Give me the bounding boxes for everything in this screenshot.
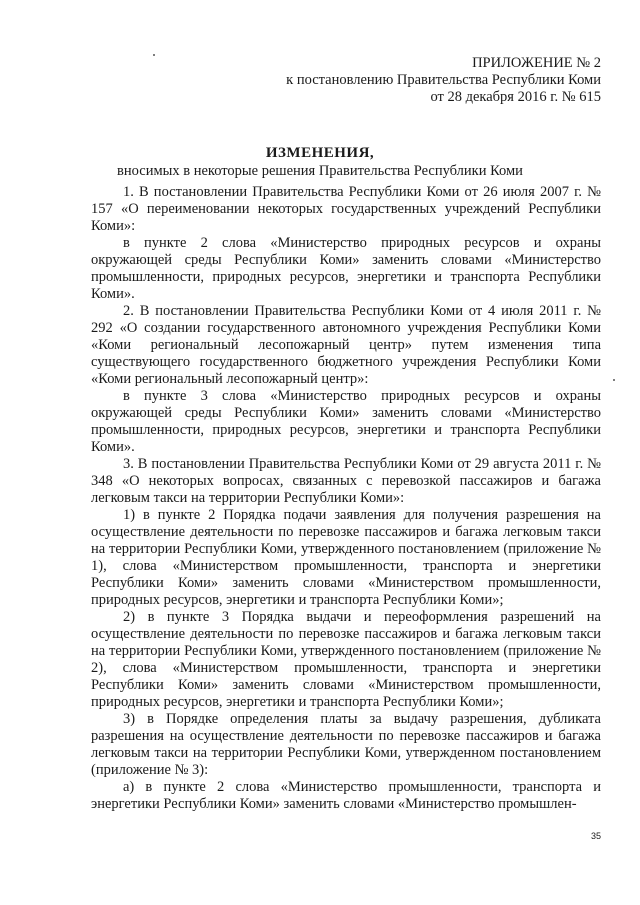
paragraph: 3) в Порядке определения платы за выдачу разрешения, дубликата разрешения на осуществление деятельности по перевозке пассажиров и багажа легковым такси на территории Республики Коми, утвержденном постановлением (приложение № 3): xyxy=(91,711,601,778)
paragraph: 2. В постановлении Правительства Республики Коми от 4 июля 2011 г. № 292 «О создании государственного автономного учреждения Республики Коми «Коми региональный лесопожарный центр» путем изменения типа существующего государственного бюджетного учреждения Республики Коми «Коми региональный лесопожарный центр»: xyxy=(91,303,601,387)
scan-speck xyxy=(613,379,615,381)
document-subtitle: вносимых в некоторые решения Правительства Республики Коми xyxy=(117,163,523,179)
scan-speck xyxy=(153,54,155,56)
appendix-header xyxy=(286,55,601,106)
page-number: 35 xyxy=(590,831,601,841)
paragraph: в пункте 2 слова «Министерство природных ресурсов и охраны окружающей среды Республики Коми» заменить словами «Министерство промышленности, природных ресурсов, энергетики и транспорта Республики Коми». xyxy=(91,235,601,302)
document-heading xyxy=(0,144,640,180)
paragraph: в пункте 3 слова «Министерство природных ресурсов и охраны окружающей среды Республики Коми» заменить словами «Министерство промышленности, природных ресурсов, энергетики и транспорта Республики Коми». xyxy=(91,388,601,455)
paragraph: 2) в пункте 3 Порядка выдачи и переоформления разрешений на осуществление деятельности по перевозке пассажиров и багажа легковым такси на территории Республики Коми, утвержденного постановлением (приложение № 2), слова «Министерством промышленности, транспорта и энергетики Республики Коми» заменить словами «Министерством промышленности, природных ресурсов, энергетики и транспорта Республики Коми»; xyxy=(91,609,601,710)
paragraph: 1. В постановлении Правительства Республики Коми от 26 июля 2007 г. № 157 «О переименовании некоторых государственных учреждений Республики Коми»: xyxy=(91,184,601,234)
appendix-date: от 28 декабря 2016 г. № 615 xyxy=(430,89,601,105)
paragraph: 1) в пункте 2 Порядка подачи заявления для получения разрешения на осуществление деятельности по перевозке пассажиров и багажа легковым такси на территории Республики Коми, утвержденного постановлением (приложение № 1), слова «Министерством промышленности, транспорта и энергетики Республики Коми» заменить словами «Министерством промышленности, природных ресурсов, энергетики и транспорта Республики Коми»; xyxy=(91,507,601,608)
document-body xyxy=(91,184,601,813)
paragraph: 3. В постановлении Правительства Республики Коми от 29 августа 2011 г. № 348 «О некоторых вопросах, связанных с перевозкой пассажиров и багажа легковым такси на территории Республики Коми»: xyxy=(91,456,601,506)
appendix-title: ПРИЛОЖЕНИЕ № 2 xyxy=(472,55,601,71)
appendix-reference: к постановлению Правительства Республики Коми xyxy=(286,72,601,88)
paragraph: а) в пункте 2 слова «Министерство промышленности, транспорта и энергетики Республики Коми» заменить словами «Министерство промышлен- xyxy=(91,779,601,812)
document-title: ИЗМЕНЕНИЯ, xyxy=(265,145,375,161)
